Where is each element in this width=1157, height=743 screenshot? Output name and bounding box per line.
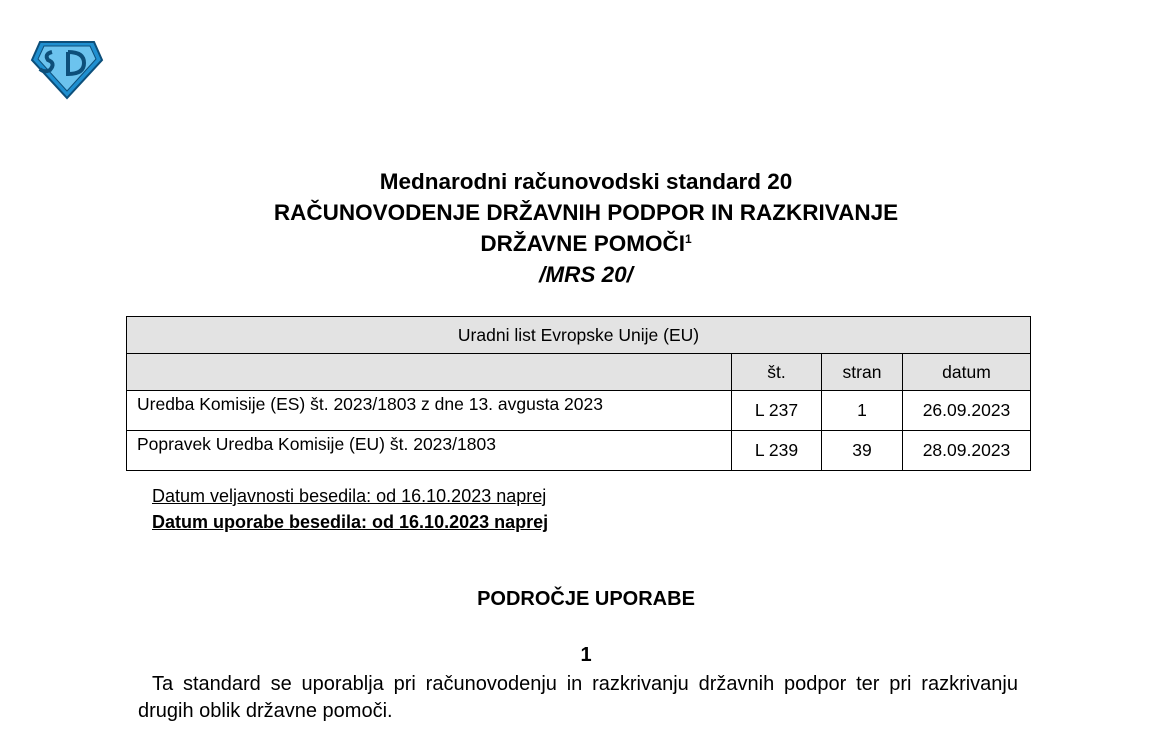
title-line-4: /MRS 20/: [539, 262, 633, 287]
application-date: Datum uporabe besedila: od 16.10.2023 naprej: [152, 512, 549, 532]
title-line-3: DRŽAVNE POMOČI: [480, 231, 685, 256]
paragraph-text: Ta standard se uporablja pri računovodenju in razkrivanju državnih podpor ter pri razkrivanju drugih oblik državne pomoči.: [138, 673, 1018, 722]
table-cell-st: L 237: [732, 391, 822, 431]
paragraph-number: 1: [580, 644, 592, 666]
official-journal-table: [126, 316, 1031, 471]
diamond-sd-logo-icon: [30, 38, 104, 100]
table-header-st: št.: [732, 354, 822, 391]
validity-date: Datum veljavnosti besedila: od 16.10.2023 naprej: [152, 486, 547, 506]
table-caption: Uradni list Evropske Unije (EU): [127, 317, 1031, 354]
table-cell-datum: 26.09.2023: [903, 391, 1031, 431]
section-heading: PODROČJE UPORABE: [477, 588, 695, 610]
table-row: [127, 431, 1031, 471]
paragraph-body: [138, 671, 1018, 725]
table-cell-st: L 239: [732, 431, 822, 471]
table-cell-regulation: Uredba Komisije (ES) št. 2023/1803 z dne 13. avgusta 2023: [127, 391, 732, 431]
table-header-blank: [127, 354, 732, 391]
table-cell-datum: 28.09.2023: [903, 431, 1031, 471]
table-row: [127, 391, 1031, 431]
table-cell-regulation: Popravek Uredba Komisije (EU) št. 2023/1803: [127, 431, 732, 471]
table-cell-stran: 39: [822, 431, 903, 471]
table-header-datum: datum: [903, 354, 1031, 391]
document-title: [0, 166, 1157, 290]
text-dates: [152, 483, 548, 535]
table-header-stran: stran: [822, 354, 903, 391]
title-line-2: RAČUNOVODENJE DRŽAVNIH PODPOR IN RAZKRIVANJE: [273, 200, 899, 225]
table-cell-stran: 1: [822, 391, 903, 431]
footnote-marker[interactable]: 1: [684, 232, 692, 246]
title-line-1: Mednarodni računovodski standard 20: [379, 169, 793, 194]
